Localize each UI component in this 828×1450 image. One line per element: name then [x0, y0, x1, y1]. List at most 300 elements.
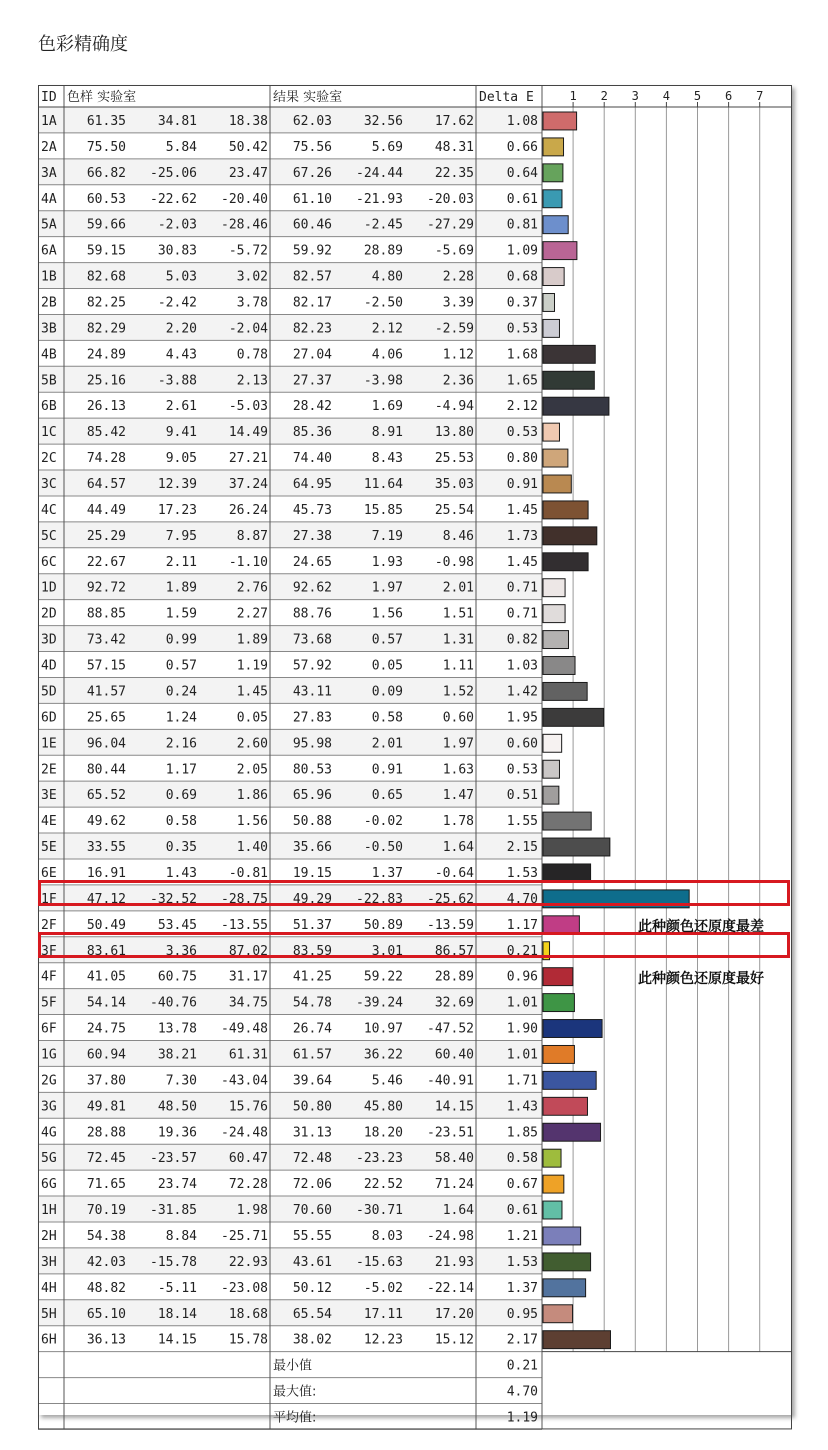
delta-e-value: 1.90	[506, 1021, 538, 1037]
result-lab-value: 5.69	[371, 139, 403, 155]
sample-lab-value: 8.84	[165, 1228, 197, 1244]
delta-e-value: 0.61	[506, 1203, 538, 1219]
result-lab-value: 15.85	[363, 502, 403, 518]
row-id-label: 1B	[41, 269, 57, 285]
sample-lab-value: 37.80	[86, 1073, 126, 1089]
result-lab-value: 26.74	[292, 1021, 332, 1037]
sample-lab-value: 1.43	[165, 865, 197, 881]
result-lab-value: -5.02	[363, 1280, 403, 1296]
sample-lab-value: -49.48	[221, 1021, 268, 1037]
result-lab-value: 70.60	[292, 1203, 332, 1219]
result-lab-value: 82.23	[292, 321, 332, 337]
column-header-result: 结果 实验室	[273, 90, 343, 105]
result-lab-value: -25.62	[427, 891, 474, 907]
sample-lab-value: 75.50	[86, 139, 126, 155]
result-lab-value: 88.76	[292, 606, 332, 622]
row-id-label: 5E	[41, 840, 57, 856]
result-lab-value: 36.22	[363, 1047, 403, 1063]
sample-lab-value: 71.65	[86, 1177, 126, 1193]
delta-e-value: 0.53	[506, 762, 538, 778]
delta-e-value: 0.80	[506, 451, 538, 467]
delta-e-bar	[543, 1071, 596, 1089]
result-lab-value: 21.93	[434, 1254, 474, 1270]
result-lab-value: 27.37	[292, 373, 332, 389]
result-lab-value: 1.31	[442, 632, 474, 648]
sample-lab-value: -1.10	[228, 554, 268, 570]
sample-lab-value: 0.78	[236, 347, 268, 363]
sample-lab-value: 1.45	[236, 684, 268, 700]
delta-e-value: 0.96	[506, 969, 538, 985]
sample-lab-value: 70.19	[86, 1203, 126, 1219]
sample-lab-value: 61.31	[228, 1047, 268, 1063]
delta-e-bar	[543, 579, 565, 597]
result-lab-value: 27.83	[292, 710, 332, 726]
result-lab-value: 12.23	[363, 1332, 403, 1348]
sample-lab-value: 0.35	[165, 840, 197, 856]
sample-lab-value: 2.16	[165, 736, 197, 752]
row-id-label: 1A	[41, 114, 57, 129]
delta-e-value: 1.53	[506, 865, 538, 881]
row-id-label: 3E	[41, 788, 57, 804]
delta-e-value: 0.71	[506, 606, 538, 622]
sample-lab-value: 59.66	[86, 217, 126, 233]
color-accuracy-report	[38, 85, 792, 1426]
sample-lab-value: -2.42	[157, 295, 197, 311]
sample-lab-value: 61.35	[86, 114, 126, 129]
row-id-label: 5G	[41, 1151, 57, 1167]
delta-e-value: 1.09	[506, 243, 538, 259]
sample-lab-value: 54.14	[86, 995, 126, 1011]
sample-lab-value: 24.75	[86, 1021, 126, 1037]
sample-lab-value: 60.94	[86, 1047, 126, 1063]
sample-lab-value: 2.11	[165, 554, 197, 570]
delta-e-value: 1.45	[506, 502, 538, 518]
sample-lab-value: 1.56	[236, 814, 268, 830]
delta-e-bar	[543, 242, 577, 260]
sample-lab-value: 60.47	[228, 1151, 268, 1167]
delta-e-value: 1.01	[506, 995, 538, 1011]
summary-value: 0.21	[506, 1358, 538, 1374]
sample-lab-value: 73.42	[86, 632, 126, 648]
result-lab-value: 54.78	[292, 995, 332, 1011]
result-lab-value: 50.80	[292, 1099, 332, 1115]
result-lab-value: 1.63	[442, 762, 474, 778]
result-lab-value: 38.02	[292, 1332, 332, 1348]
delta-e-bar	[543, 1201, 562, 1219]
page-title: 色彩精确度	[38, 34, 128, 55]
row-id-label: 3B	[41, 321, 57, 337]
delta-e-value: 0.53	[506, 425, 538, 441]
result-lab-value: 31.13	[292, 1125, 332, 1141]
result-lab-value: -27.29	[427, 217, 474, 233]
delta-e-value: 1.01	[506, 1047, 538, 1063]
result-lab-value: 51.37	[292, 917, 332, 933]
result-lab-value: -22.83	[356, 891, 403, 907]
delta-e-value: 0.64	[506, 165, 538, 181]
delta-e-bar	[543, 449, 568, 467]
sample-lab-value: 2.60	[236, 736, 268, 752]
result-lab-value: 7.19	[371, 528, 403, 544]
row-id-label: 5D	[41, 684, 57, 700]
sample-lab-value: 2.05	[236, 762, 268, 778]
sample-lab-value: 59.15	[86, 243, 126, 259]
sample-lab-value: 9.05	[165, 451, 197, 467]
result-lab-value: -13.59	[427, 917, 474, 933]
result-lab-value: 72.06	[292, 1177, 332, 1193]
bar-axis-tick-label: 2	[600, 89, 608, 103]
result-lab-value: 60.46	[292, 217, 332, 233]
result-lab-value: 75.56	[292, 139, 332, 155]
result-lab-value: 0.65	[371, 788, 403, 804]
result-lab-value: -5.69	[434, 243, 474, 259]
bar-axis-tick-label: 7	[756, 89, 764, 103]
delta-e-value: 0.81	[506, 217, 538, 233]
result-lab-value: 92.62	[292, 580, 332, 596]
delta-e-bar	[543, 345, 595, 363]
result-lab-value: 65.96	[292, 788, 332, 804]
delta-e-value: 1.08	[506, 114, 538, 129]
delta-e-bar	[543, 1020, 602, 1038]
delta-e-bar	[543, 1331, 610, 1349]
sample-lab-value: 41.57	[86, 684, 126, 700]
result-lab-value: -47.52	[427, 1021, 474, 1037]
result-lab-value: 2.12	[371, 321, 403, 337]
sample-lab-value: 87.02	[228, 943, 268, 959]
sample-lab-value: -28.75	[221, 891, 268, 907]
result-lab-value: 0.09	[371, 684, 403, 700]
sample-lab-value: 54.38	[86, 1228, 126, 1244]
sample-lab-value: 9.41	[165, 425, 197, 441]
sample-lab-value: 1.40	[236, 840, 268, 856]
delta-e-value: 1.85	[506, 1125, 538, 1141]
delta-e-value: 1.55	[506, 814, 538, 830]
sample-lab-value: 23.74	[157, 1177, 197, 1193]
result-lab-value: 1.52	[442, 684, 474, 700]
result-lab-value: 62.03	[292, 114, 332, 129]
delta-e-bar	[543, 164, 563, 182]
sample-lab-value: 0.58	[165, 814, 197, 830]
result-lab-value: -24.44	[356, 165, 403, 181]
delta-e-bar	[543, 682, 587, 700]
sample-lab-value: 34.75	[228, 995, 268, 1011]
sample-lab-value: 41.05	[86, 969, 126, 985]
sample-lab-value: 2.61	[165, 399, 197, 415]
result-lab-value: 82.57	[292, 269, 332, 285]
result-lab-value: 1.97	[442, 736, 474, 752]
row-id-label: 2A	[41, 139, 57, 155]
sample-lab-value: 33.55	[86, 840, 126, 856]
result-lab-value: 95.98	[292, 736, 332, 752]
sample-lab-value: 31.17	[228, 969, 268, 985]
delta-e-value: 0.82	[506, 632, 538, 648]
row-id-label: 2B	[41, 295, 57, 311]
sample-lab-value: 13.78	[157, 1021, 197, 1037]
delta-e-bar	[543, 708, 604, 726]
result-lab-value: 22.35	[434, 165, 474, 181]
delta-e-bar	[543, 1305, 573, 1323]
delta-e-bar	[543, 1175, 564, 1193]
sample-lab-value: 64.57	[86, 477, 126, 493]
result-lab-value: -20.03	[427, 191, 474, 207]
sample-lab-value: 14.15	[157, 1332, 197, 1348]
row-id-label: 4B	[41, 347, 57, 363]
sample-lab-value: 49.81	[86, 1099, 126, 1115]
delta-e-bar	[543, 994, 574, 1012]
result-lab-value: 25.54	[434, 502, 474, 518]
sample-lab-value: 2.27	[236, 606, 268, 622]
result-lab-value: 17.62	[434, 114, 474, 129]
result-lab-value: -3.98	[363, 373, 403, 389]
sample-lab-value: 0.24	[165, 684, 197, 700]
sample-lab-value: 3.36	[165, 943, 197, 959]
result-lab-value: 3.39	[442, 295, 474, 311]
delta-e-value: 1.68	[506, 347, 538, 363]
sample-lab-value: 1.24	[165, 710, 197, 726]
sample-lab-value: 4.43	[165, 347, 197, 363]
bar-axis-tick-label: 1	[569, 89, 577, 103]
result-lab-value: 48.31	[434, 139, 474, 155]
summary-value: 1.19	[506, 1410, 538, 1426]
result-lab-value: 43.11	[292, 684, 332, 700]
delta-e-bar	[543, 190, 562, 208]
result-lab-value: 18.20	[363, 1125, 403, 1141]
delta-e-bar	[543, 216, 568, 234]
delta-e-bar	[543, 968, 573, 986]
sample-lab-value: 92.72	[86, 580, 126, 596]
worst-color-note: 此种颜色还原度最差	[638, 919, 764, 935]
result-lab-value: 58.40	[434, 1151, 474, 1167]
sample-lab-value: 7.95	[165, 528, 197, 544]
result-lab-value: 11.64	[363, 477, 403, 493]
row-id-label: 4G	[41, 1125, 57, 1141]
result-lab-value: -39.24	[356, 995, 403, 1011]
sample-lab-value: 0.99	[165, 632, 197, 648]
row-id-label: 2E	[41, 762, 57, 778]
delta-e-bar	[543, 657, 575, 675]
delta-e-bar	[543, 605, 565, 623]
row-id-label: 6H	[41, 1332, 57, 1348]
result-lab-value: 28.89	[434, 969, 474, 985]
delta-e-value: 1.53	[506, 1254, 538, 1270]
row-id-label: 1E	[41, 736, 57, 752]
delta-e-bar	[543, 1097, 587, 1115]
result-lab-value: 5.46	[371, 1073, 403, 1089]
sample-lab-value: 2.76	[236, 580, 268, 596]
sample-lab-value: -31.85	[150, 1203, 197, 1219]
delta-e-value: 0.68	[506, 269, 538, 285]
row-id-label: 5F	[41, 995, 57, 1011]
sample-lab-value: 48.82	[86, 1280, 126, 1296]
delta-e-value: 0.71	[506, 580, 538, 596]
result-lab-value: 1.97	[371, 580, 403, 596]
result-lab-value: 1.37	[371, 865, 403, 881]
sample-lab-value: 37.24	[228, 477, 268, 493]
result-lab-value: 28.89	[363, 243, 403, 259]
delta-e-bar	[543, 1279, 586, 1297]
sample-lab-value: 42.03	[86, 1254, 126, 1270]
result-lab-value: 1.64	[442, 840, 474, 856]
row-id-label: 5B	[41, 373, 57, 389]
result-lab-value: 35.66	[292, 840, 332, 856]
sample-lab-value: 1.89	[165, 580, 197, 596]
sample-lab-value: 34.81	[157, 114, 197, 129]
result-lab-value: 2.01	[371, 736, 403, 752]
row-id-label: 1C	[41, 425, 57, 441]
sample-lab-value: -3.88	[157, 373, 197, 389]
row-id-label: 3F	[41, 943, 57, 959]
delta-e-bar	[543, 812, 591, 830]
delta-e-bar	[543, 112, 577, 130]
sample-lab-value: 72.28	[228, 1177, 268, 1193]
sample-lab-value: 66.82	[86, 165, 126, 181]
result-lab-value: 50.12	[292, 1280, 332, 1296]
result-lab-value: 13.80	[434, 425, 474, 441]
delta-e-value: 0.21	[506, 943, 538, 959]
row-id-label: 4F	[41, 969, 57, 985]
result-lab-value: 86.57	[434, 943, 474, 959]
sample-lab-value: 53.45	[157, 917, 197, 933]
delta-e-bar	[543, 268, 564, 286]
row-id-label: 6D	[41, 710, 57, 726]
sample-lab-value: 15.76	[228, 1099, 268, 1115]
sample-lab-value: 1.19	[236, 658, 268, 674]
result-lab-value: 1.56	[371, 606, 403, 622]
sample-lab-value: 3.78	[236, 295, 268, 311]
row-id-label: 4A	[41, 191, 57, 207]
result-lab-value: 15.12	[434, 1332, 474, 1348]
delta-e-value: 2.17	[506, 1332, 538, 1348]
sample-lab-value: 1.59	[165, 606, 197, 622]
sample-lab-value: 18.68	[228, 1306, 268, 1322]
sample-lab-value: 65.52	[86, 788, 126, 804]
sample-lab-value: 36.13	[86, 1332, 126, 1348]
delta-e-bar	[543, 1227, 581, 1245]
row-id-label: 6G	[41, 1177, 57, 1193]
sample-lab-value: -23.57	[150, 1151, 197, 1167]
sample-lab-value: -25.71	[221, 1228, 268, 1244]
sample-lab-value: 50.42	[228, 139, 268, 155]
delta-e-bar	[543, 527, 597, 545]
result-lab-value: 4.80	[371, 269, 403, 285]
summary-label: 最大值:	[273, 1384, 317, 1400]
result-lab-value: 65.54	[292, 1306, 332, 1322]
result-lab-value: 49.29	[292, 891, 332, 907]
delta-e-bar	[543, 734, 562, 752]
row-id-label: 6C	[41, 554, 57, 570]
delta-e-bar	[543, 760, 559, 778]
sample-lab-value: 27.21	[228, 451, 268, 467]
delta-e-value: 0.61	[506, 191, 538, 207]
delta-e-bar	[543, 786, 559, 804]
result-lab-value: 74.40	[292, 451, 332, 467]
sample-lab-value: 12.39	[157, 477, 197, 493]
delta-e-bar	[543, 294, 555, 312]
result-lab-value: 0.58	[371, 710, 403, 726]
delta-e-value: 1.65	[506, 373, 538, 389]
row-id-label: 6A	[41, 243, 57, 259]
sample-lab-value: 18.14	[157, 1306, 197, 1322]
result-lab-value: -0.64	[434, 865, 474, 881]
summary-value: 4.70	[506, 1384, 538, 1400]
delta-e-value: 4.70	[506, 891, 538, 907]
best-color-note: 此种颜色还原度最好	[638, 971, 764, 987]
delta-e-value: 2.12	[506, 399, 538, 415]
delta-e-bar	[543, 1149, 561, 1167]
result-lab-value: 83.59	[292, 943, 332, 959]
sample-lab-value: 80.44	[86, 762, 126, 778]
sample-lab-value: 60.53	[86, 191, 126, 207]
sample-lab-value: -23.08	[221, 1280, 268, 1296]
result-lab-value: 85.36	[292, 425, 332, 441]
sample-lab-value: 25.16	[86, 373, 126, 389]
result-lab-value: 60.40	[434, 1047, 474, 1063]
sample-lab-value: 1.86	[236, 788, 268, 804]
sample-lab-value: -22.62	[150, 191, 197, 207]
sample-lab-value: 26.24	[228, 502, 268, 518]
result-lab-value: 2.36	[442, 373, 474, 389]
row-id-label: 5H	[41, 1306, 57, 1322]
delta-e-value: 0.58	[506, 1151, 538, 1167]
sample-lab-value: 0.57	[165, 658, 197, 674]
sample-lab-value: 83.61	[86, 943, 126, 959]
delta-e-value: 0.53	[506, 321, 538, 337]
row-id-label: 1H	[41, 1203, 57, 1219]
result-lab-value: 0.57	[371, 632, 403, 648]
result-lab-value: 64.95	[292, 477, 332, 493]
sample-lab-value: 0.05	[236, 710, 268, 726]
result-lab-value: 82.17	[292, 295, 332, 311]
sample-lab-value: 48.50	[157, 1099, 197, 1115]
column-header-sample: 色样 实验室	[67, 90, 137, 105]
result-lab-value: 50.89	[363, 917, 403, 933]
sample-lab-value: 14.49	[228, 425, 268, 441]
row-id-label: 3G	[41, 1099, 57, 1115]
sample-lab-value: 82.29	[86, 321, 126, 337]
sample-lab-value: 7.30	[165, 1073, 197, 1089]
result-lab-value: 8.91	[371, 425, 403, 441]
delta-e-value: 1.17	[506, 917, 538, 933]
delta-e-bar	[543, 1045, 574, 1063]
result-lab-value: 1.78	[442, 814, 474, 830]
sample-lab-value: 74.28	[86, 451, 126, 467]
delta-e-value: 0.51	[506, 788, 538, 804]
result-lab-value: 8.46	[442, 528, 474, 544]
result-lab-value: -22.14	[427, 1280, 474, 1296]
result-lab-value: 71.24	[434, 1177, 474, 1193]
delta-e-value: 1.42	[506, 684, 538, 700]
sample-lab-value: 49.62	[86, 814, 126, 830]
sample-lab-value: 25.65	[86, 710, 126, 726]
delta-e-value: 1.95	[506, 710, 538, 726]
result-lab-value: -2.59	[434, 321, 474, 337]
row-id-label: 6E	[41, 865, 57, 881]
delta-e-value: 1.73	[506, 528, 538, 544]
result-lab-value: 41.25	[292, 969, 332, 985]
result-lab-value: 72.48	[292, 1151, 332, 1167]
sample-lab-value: 25.29	[86, 528, 126, 544]
row-id-label: 3D	[41, 632, 57, 648]
sample-lab-value: 28.88	[86, 1125, 126, 1141]
row-id-label: 5A	[41, 217, 57, 233]
sample-lab-value: 96.04	[86, 736, 126, 752]
result-lab-value: 27.38	[292, 528, 332, 544]
row-id-label: 5C	[41, 528, 57, 544]
delta-e-bar	[543, 423, 559, 441]
sample-lab-value: -13.55	[221, 917, 268, 933]
delta-e-bar	[543, 631, 569, 649]
result-lab-value: -30.71	[356, 1203, 403, 1219]
result-lab-value: 17.20	[434, 1306, 474, 1322]
